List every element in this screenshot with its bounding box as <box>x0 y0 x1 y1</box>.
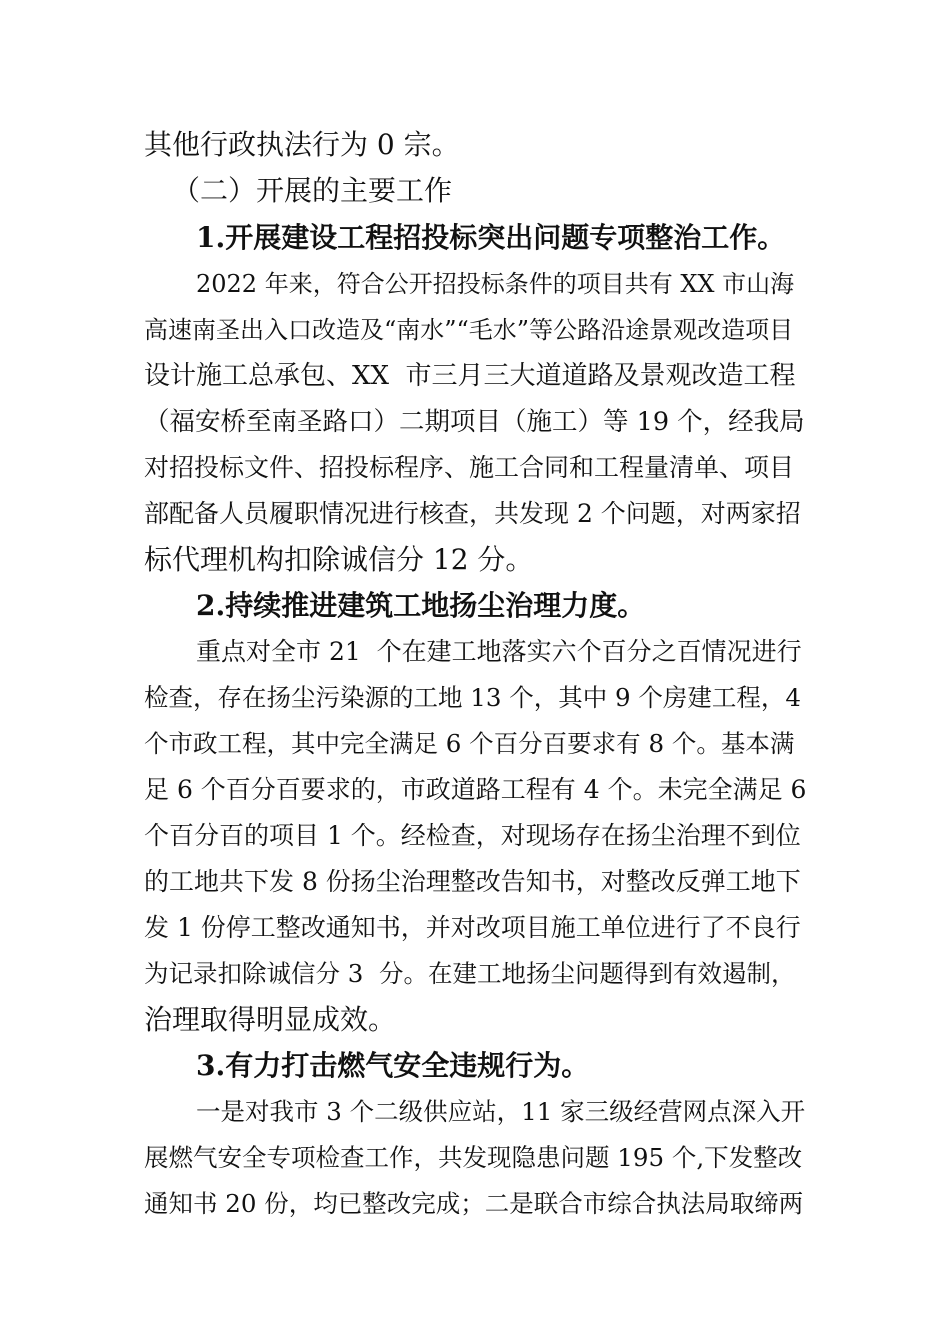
text-line: 的工地共下发 8 份扬尘治理整改告知书，对整改反弹工地下 <box>144 867 801 896</box>
text-line: 展燃气安全专项检查工作，共发现隐患问题 195 个,下发整改 <box>144 1143 803 1172</box>
text-line: 设计施工总承包、XX 市三月三大道道路及景观改造工程 <box>144 361 796 391</box>
text-line: 标代理机构扣除诚信分 12 分。 <box>144 543 534 576</box>
section-heading: （二）开展的主要工作 <box>172 174 453 207</box>
text-line: 重点对全市 21 个在建工地落实六个百分之百情况进行 <box>196 637 802 666</box>
text-line: 发 1 份停工整改通知书，并对改项目施工单位进行了不良行 <box>144 913 801 942</box>
text-line: 个百分百的项目 1 个。经检查，对现场存在扬尘治理不到位 <box>144 821 801 850</box>
text-line: 个市政工程，其中完全满足 6 个百分百要求有 8 个。基本满 <box>144 729 795 758</box>
text-line: 一是对我市 3 个二级供应站，11 家三级经营网点深入开 <box>196 1097 806 1126</box>
text-line: （福安桥至南圣路口）二期项目（施工）等 19 个，经我局 <box>144 407 805 437</box>
text-line: 通知书 20 份，均已整改完成；二是联合市综合执法局取缔两 <box>144 1189 804 1218</box>
text-line: 治理取得明显成效。 <box>144 1003 397 1036</box>
subsection-heading-1: 1.开展建设工程招投标突出问题专项整治工作。 <box>196 221 786 254</box>
subsection-heading-3: 3.有力打击燃气安全违规行为。 <box>196 1049 590 1082</box>
text-line: 高速南圣出入口改造及“南水”“毛水”等公路沿途景观改造项目 <box>144 316 794 344</box>
text-line: 2022 年来，符合公开招投标条件的项目共有 XX 市山海 <box>196 270 795 298</box>
subsection-heading-2: 2.持续推进建筑工地扬尘治理力度。 <box>196 589 646 622</box>
text-line: 其他行政执法行为 0 宗。 <box>144 128 460 161</box>
text-line: 足 6 个百分百要求的，市政道路工程有 4 个。未完全满足 6 <box>144 775 807 804</box>
text-line: 部配备人员履职情况进行核查，共发现 2 个问题，对两家招 <box>144 499 801 528</box>
text-line: 检查，存在扬尘污染源的工地 13 个，其中 9 个房建工程，4 <box>144 683 801 712</box>
text-line: 对招投标文件、招投标程序、施工合同和工程量清单、项目 <box>144 453 795 482</box>
text-line: 为记录扣除诚信分 3 分。在建工地扬尘问题得到有效遏制， <box>144 959 796 988</box>
